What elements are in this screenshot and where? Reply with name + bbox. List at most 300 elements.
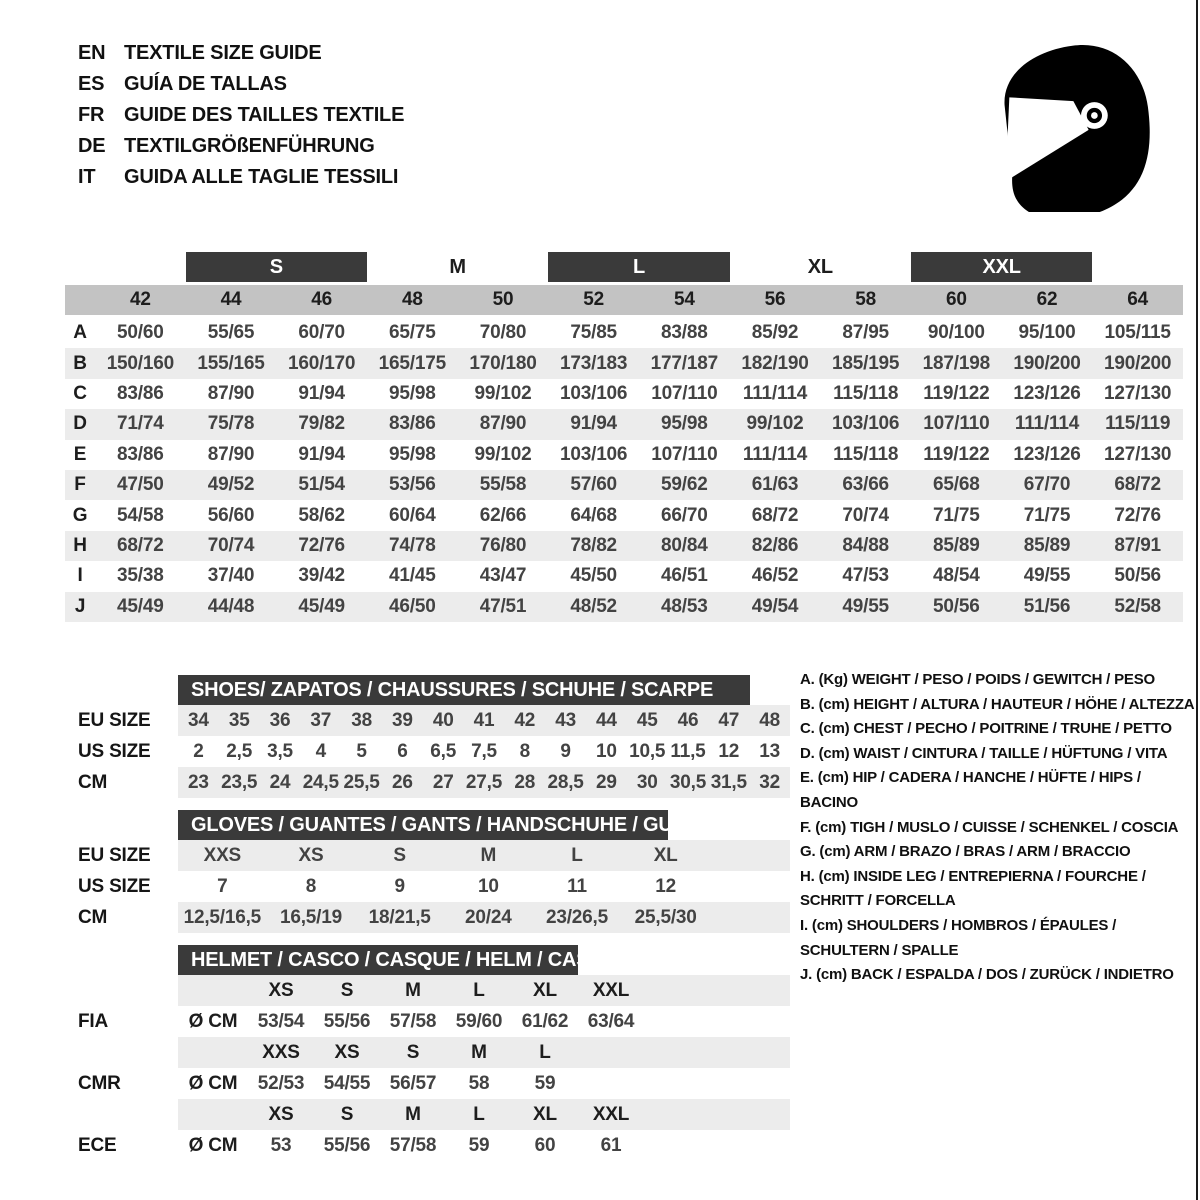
helmet-size-cell: L — [473, 979, 485, 1001]
size-cell: 11 — [567, 875, 587, 897]
textile-cell: 111/114 — [742, 443, 808, 465]
textile-cell: 68/72 — [751, 504, 799, 526]
textile-cell: 70/74 — [207, 534, 255, 556]
helmet-value-cell: 53/54 — [257, 1010, 305, 1032]
size-cell: 20/24 — [465, 906, 512, 928]
textile-cell: 127/130 — [1104, 443, 1172, 465]
textile-cell: 99/102 — [474, 443, 532, 465]
textile-cell: 83/88 — [661, 322, 708, 344]
row-label: J — [74, 595, 86, 617]
textile-cell: 83/86 — [389, 413, 436, 435]
textile-cell: 91/94 — [298, 382, 345, 404]
textile-cell: 103/106 — [560, 382, 628, 404]
value-strip — [178, 1037, 790, 1068]
size-cell: 10,5 — [629, 740, 666, 762]
helmet-value-cell: 61/62 — [521, 1010, 569, 1032]
helmet-value-cell: 59/60 — [455, 1010, 503, 1032]
size-cell: 7,5 — [471, 740, 497, 762]
row-label: I — [77, 565, 83, 587]
helmet-value-row — [60, 1130, 800, 1161]
helmet-value-cell: 60 — [534, 1134, 556, 1156]
textile-cell: 59/62 — [661, 474, 708, 496]
textile-cell: 45/50 — [570, 565, 617, 587]
row-label: B — [73, 352, 87, 374]
size-cell: 47 — [718, 709, 740, 731]
helmet-size-cell: XXL — [592, 979, 630, 1001]
size-cell: 5 — [356, 740, 367, 762]
textile-cell: 80/84 — [661, 534, 708, 556]
textile-cell: 50/56 — [1114, 565, 1161, 587]
helmet-value-cell: 55/56 — [323, 1010, 371, 1032]
textile-cell: 83/86 — [117, 382, 164, 404]
size-group-xl: XL — [807, 255, 833, 278]
gloves-rows — [60, 840, 800, 933]
textile-cell: 71/75 — [933, 504, 980, 526]
row-label: E — [73, 443, 87, 465]
size-cell: 36 — [269, 709, 291, 731]
shoes-row — [60, 705, 800, 736]
textile-cell: 76/80 — [479, 534, 527, 556]
value-strip — [178, 902, 790, 933]
helmet-value-cell: 57/58 — [389, 1134, 437, 1156]
legend-item: F. (cm) TIGH / MUSLO / CUISSE / SCHENKEL / COSCIA — [800, 818, 1179, 836]
standard-label-fia: FIA — [78, 1010, 109, 1032]
size-column-header: 46 — [311, 289, 333, 310]
language-row — [78, 162, 404, 193]
helmet-size-cell: M — [405, 1103, 421, 1125]
textile-cell: 39/42 — [298, 565, 345, 587]
textile-cell: 111/114 — [1014, 413, 1080, 435]
size-cell: 27 — [432, 771, 454, 793]
textile-cell: 87/91 — [1114, 534, 1161, 556]
textile-cell: 165/175 — [378, 352, 446, 374]
textile-cell: 47/51 — [479, 595, 527, 617]
size-cell: 37 — [310, 709, 332, 731]
size-cell: 4 — [315, 740, 326, 762]
textile-cell: 95/98 — [389, 382, 436, 404]
textile-cell: 43/47 — [479, 565, 527, 587]
helmet-value-cell: 63/64 — [587, 1010, 635, 1032]
size-column-header: 48 — [401, 289, 423, 310]
language-list — [78, 38, 404, 193]
textile-cell: 48/52 — [570, 595, 617, 617]
helmet-size-cell: XS — [334, 1041, 360, 1063]
size-cell: 45 — [636, 709, 658, 731]
shoes-section — [60, 675, 800, 798]
row-label: US SIZE — [78, 740, 151, 762]
textile-cell: 61/63 — [751, 474, 799, 496]
textile-cell: 49/54 — [751, 595, 799, 617]
textile-cell: 115/119 — [1105, 413, 1171, 435]
size-cell: 25,5 — [343, 771, 380, 793]
size-cell: 7 — [217, 875, 228, 897]
textile-row-a — [65, 318, 1183, 348]
size-cell: 2,5 — [226, 740, 253, 762]
textile-cell: 99/102 — [746, 413, 804, 435]
textile-cell: 49/52 — [207, 474, 255, 496]
size-cell: 10 — [477, 875, 499, 897]
size-cell: 46 — [677, 709, 699, 731]
textile-cell: 123/126 — [1013, 382, 1081, 404]
language-code: ES — [78, 73, 105, 95]
textile-row-b — [65, 348, 1183, 378]
helmet-size-row — [60, 975, 800, 1006]
textile-cell: 173/183 — [560, 352, 628, 374]
textile-cell: 46/50 — [389, 595, 436, 617]
row-label — [60, 1099, 178, 1130]
helmet-value-cell: 55/56 — [323, 1134, 371, 1156]
helmet-value-cell: 58 — [468, 1072, 490, 1094]
size-cell: 8 — [519, 740, 530, 762]
size-cell: 23,5 — [221, 771, 258, 793]
textile-cell: 51/56 — [1023, 595, 1071, 617]
textile-row-c — [65, 379, 1183, 409]
textile-cell: 71/75 — [1023, 504, 1071, 526]
value-grid — [178, 1130, 790, 1161]
textile-cell: 187/198 — [922, 352, 990, 374]
size-column-header: 50 — [492, 289, 514, 310]
size-column-header: 64 — [1127, 289, 1149, 310]
value-grid — [178, 1037, 790, 1068]
textile-cell: 60/70 — [298, 322, 345, 344]
textile-cell: 65/68 — [933, 474, 980, 496]
helmet-section — [60, 945, 800, 1161]
textile-cell: 150/160 — [106, 352, 174, 374]
size-cell: 38 — [351, 709, 372, 731]
helmet-size-cell: L — [539, 1041, 551, 1063]
textile-cell: 107/110 — [923, 413, 990, 435]
size-group-s: S — [186, 252, 367, 282]
helmet-size-cell: S — [406, 1041, 420, 1063]
gloves-title-bar: GLOVES / GUANTES / GANTS / HANDSCHUHE / GUANTI — [178, 810, 668, 840]
textile-cell: 75/78 — [207, 413, 255, 435]
size-cell: 3,5 — [267, 740, 293, 762]
shoes-row — [60, 736, 800, 767]
helmet-value-row — [60, 1068, 800, 1099]
helmet-size-cell: XS — [268, 979, 294, 1001]
helmet-size-cell: XXL — [592, 1103, 630, 1125]
textile-cell: 90/100 — [927, 322, 985, 344]
textile-cell: 56/60 — [207, 504, 255, 526]
textile-row-h — [65, 531, 1183, 561]
language-code: FR — [78, 104, 105, 126]
size-cell: 16,5/19 — [279, 906, 342, 928]
size-cell: 42 — [514, 709, 536, 731]
textile-cell: 107/110 — [651, 443, 718, 465]
helmet-value-cell: 59 — [468, 1134, 490, 1156]
size-cell: 32 — [759, 771, 780, 793]
textile-cell: 87/90 — [479, 413, 527, 435]
size-group-l: L — [548, 252, 729, 282]
row-label: A — [73, 322, 87, 344]
size-cell: 35 — [228, 709, 250, 731]
textile-cell: 47/53 — [842, 565, 889, 587]
size-cell: 30 — [636, 771, 658, 793]
size-cell: 8 — [305, 875, 317, 897]
language-row — [78, 38, 404, 69]
textile-cell: 48/54 — [933, 565, 980, 587]
textile-cell: 91/94 — [298, 443, 345, 465]
helmet-size-cell: S — [340, 1103, 354, 1125]
value-strip — [178, 1006, 790, 1037]
textile-cell: 68/72 — [1114, 474, 1161, 496]
standard-label-cmr: CMR — [78, 1072, 121, 1094]
textile-cell: 177/187 — [650, 352, 718, 374]
helmet-value-cell: 54/55 — [323, 1072, 371, 1094]
size-cell: 44 — [596, 709, 617, 731]
language-title: TEXTILE SIZE GUIDE — [124, 42, 322, 64]
textile-cell: 49/55 — [842, 595, 889, 617]
textile-cell: 111/114 — [742, 382, 808, 404]
measurement-legend — [800, 668, 1198, 988]
textile-cell: 190/200 — [1013, 352, 1081, 374]
helmet-size-row — [60, 1099, 800, 1130]
textile-cell: 123/126 — [1013, 443, 1081, 465]
textile-cell: 55/58 — [479, 474, 527, 496]
textile-cell: 87/90 — [207, 382, 255, 404]
size-cell: 25,5/30 — [634, 906, 697, 928]
textile-cell: 105/115 — [1104, 322, 1171, 344]
shoes-row — [60, 767, 800, 798]
legend-item: H. (cm) INSIDE LEG / ENTREPIERNA / FOURCHE / SCHRITT / FORCELLA — [800, 867, 1146, 910]
unit-cell: Ø CM — [188, 1072, 238, 1094]
shoes-rows — [60, 705, 800, 798]
textile-row-d — [65, 409, 1183, 439]
textile-cell: 54/58 — [117, 504, 164, 526]
textile-row-f — [65, 470, 1183, 500]
language-title: GUIDA ALLE TAGLIE TESSILI — [124, 166, 399, 188]
size-cell: 9 — [560, 740, 571, 762]
textile-cell: 60/64 — [389, 504, 436, 526]
language-row — [78, 100, 404, 131]
legend-item: G. (cm) ARM / BRAZO / BRAS / ARM / BRACCIO — [800, 843, 1131, 861]
size-cell: XL — [653, 844, 678, 866]
value-grid — [178, 705, 790, 736]
textile-cell: 64/68 — [570, 504, 617, 526]
textile-cell: 170/180 — [469, 352, 537, 374]
textile-cell: 79/82 — [298, 413, 345, 435]
legend-item: E. (cm) HIP / CADERA / HANCHE / HÜFTE / HIPS / BACINO — [800, 769, 1141, 811]
language-title: GUÍA DE TALLAS — [124, 73, 287, 95]
value-strip — [178, 840, 790, 871]
textile-cell: 103/106 — [832, 413, 900, 435]
gloves-row — [60, 871, 800, 902]
helmet-size-cell: L — [473, 1103, 485, 1125]
size-cell: 9 — [394, 875, 405, 897]
size-cell: 30,5 — [669, 771, 707, 793]
size-cell: 27,5 — [465, 771, 503, 793]
legend-item: D. (cm) WAIST / CINTURA / TAILLE / HÜFTUNG / VITA — [800, 744, 1168, 762]
language-code: DE — [78, 135, 106, 157]
textile-cell: 85/89 — [933, 534, 980, 556]
value-grid — [178, 736, 790, 767]
textile-cell: 87/90 — [207, 443, 255, 465]
size-cell: 12 — [655, 875, 677, 897]
textile-cell: 67/70 — [1023, 474, 1071, 496]
size-column-header: 42 — [129, 289, 151, 310]
row-label: G — [72, 504, 88, 526]
textile-cell: 41/45 — [389, 565, 436, 587]
textile-row-j — [65, 592, 1183, 622]
helmet-size-cell: XL — [533, 979, 557, 1001]
row-label: CM — [78, 906, 108, 928]
helmet-size-cell: M — [405, 979, 421, 1001]
unit-cell: Ø CM — [188, 1134, 238, 1156]
size-cell: 24 — [269, 771, 291, 793]
helmet-size-cell: XXS — [262, 1041, 300, 1063]
legend-item: A. (Kg) WEIGHT / PESO / POIDS / GEWITCH / PESO — [800, 671, 1155, 688]
size-cell: 2 — [193, 740, 204, 762]
textile-cell: 44/48 — [207, 595, 255, 617]
textile-cell: 46/52 — [751, 565, 799, 587]
language-code: IT — [78, 166, 96, 188]
textile-cell: 91/94 — [570, 413, 617, 435]
size-cell: M — [480, 844, 497, 866]
unit-cell: Ø CM — [188, 1010, 238, 1032]
textile-cell: 58/62 — [298, 504, 345, 526]
textile-cell: 99/102 — [474, 382, 532, 404]
row-label: EU SIZE — [78, 844, 151, 866]
gloves-section — [60, 810, 800, 933]
size-cell: 12 — [718, 740, 740, 762]
helmet-size-cell: XS — [268, 1103, 294, 1125]
textile-cell: 190/200 — [1104, 352, 1172, 374]
textile-cell: 182/190 — [741, 352, 809, 374]
textile-cell: 70/74 — [842, 504, 889, 526]
helmet-value-cell: 59 — [534, 1072, 556, 1094]
size-group-m: M — [449, 255, 466, 278]
textile-row-i — [65, 561, 1183, 591]
textile-cell: 83/86 — [117, 443, 164, 465]
helmet-size-cell: XL — [533, 1103, 557, 1125]
value-grid — [178, 1006, 790, 1037]
language-title: TEXTILGRÖßENFÜHRUNG — [124, 135, 375, 157]
size-column-header: 54 — [673, 289, 695, 310]
row-label: H — [73, 534, 87, 556]
row-label — [60, 975, 178, 1006]
value-grid — [178, 767, 790, 798]
size-cell: 29 — [596, 771, 617, 793]
textile-cell: 63/66 — [842, 474, 889, 496]
size-cell: 10 — [596, 740, 617, 762]
textile-cell: 78/82 — [570, 534, 617, 556]
row-label: D — [73, 413, 87, 435]
helmet-value-cell: 53 — [270, 1134, 292, 1156]
textile-cell: 119/122 — [923, 382, 990, 404]
row-label — [60, 1037, 178, 1068]
size-cell: S — [393, 844, 406, 866]
textile-cell: 87/95 — [842, 322, 889, 344]
size-cell: 48 — [759, 709, 780, 731]
textile-cell: 95/100 — [1018, 322, 1076, 344]
legend-item: C. (cm) CHEST / PECHO / POITRINE / TRUHE / PETTO — [800, 720, 1172, 738]
language-code: EN — [78, 42, 106, 64]
row-label: F — [74, 474, 86, 496]
textile-cell: 37/40 — [207, 565, 255, 587]
textile-cell: 62/66 — [479, 504, 527, 526]
row-label: EU SIZE — [78, 709, 151, 731]
textile-cell: 49/55 — [1023, 565, 1071, 587]
legend-item: I. (cm) SHOULDERS / HOMBROS / ÉPAULES / SCHULTERN / SPALLE — [800, 916, 1117, 959]
value-grid — [178, 1068, 790, 1099]
size-cell: 11,5 — [670, 740, 706, 762]
textile-size-table — [65, 252, 1183, 622]
textile-cell: 55/65 — [207, 322, 255, 344]
textile-cell: 84/88 — [842, 534, 889, 556]
helmet-size-cell: S — [340, 979, 354, 1001]
row-label: C — [73, 382, 87, 404]
textile-cell: 72/76 — [298, 534, 345, 556]
textile-cell: 115/118 — [833, 443, 899, 465]
value-strip — [178, 1068, 790, 1099]
textile-cell: 95/98 — [661, 413, 708, 435]
gloves-row — [60, 902, 800, 933]
helmet-value-cell: 57/58 — [389, 1010, 437, 1032]
size-cell: 34 — [188, 709, 209, 731]
textile-cell: 48/53 — [661, 595, 708, 617]
textile-cell: 70/80 — [479, 322, 527, 344]
helmet-size-row — [60, 1037, 800, 1068]
size-cell: L — [571, 844, 583, 866]
textile-cell: 47/50 — [117, 474, 164, 496]
size-cell: 39 — [392, 709, 413, 731]
textile-cell: 71/74 — [117, 413, 164, 435]
textile-cell: 68/72 — [117, 534, 164, 556]
value-strip — [178, 767, 790, 798]
size-cell: 41 — [473, 709, 495, 731]
textile-row-e — [65, 440, 1183, 470]
size-group-row — [65, 252, 1183, 282]
size-cell: 23/26,5 — [545, 906, 608, 928]
textile-row-g — [65, 500, 1183, 530]
textile-cell: 46/51 — [661, 565, 708, 587]
size-cell: 43 — [555, 709, 576, 731]
row-label: CM — [78, 771, 108, 793]
textile-cell: 66/70 — [661, 504, 708, 526]
size-number-row — [65, 285, 1183, 315]
textile-cell: 57/60 — [570, 474, 617, 496]
textile-cell: 160/170 — [288, 352, 356, 374]
textile-cell: 52/58 — [1114, 595, 1161, 617]
size-column-header: 62 — [1036, 289, 1058, 310]
textile-cell: 65/75 — [389, 322, 436, 344]
textile-cell: 51/54 — [298, 474, 345, 496]
size-cell: 24,5 — [302, 771, 339, 793]
textile-cell: 155/165 — [197, 352, 265, 374]
textile-cell: 119/122 — [923, 443, 990, 465]
textile-cell: 127/130 — [1104, 382, 1172, 404]
textile-cell: 107/110 — [651, 382, 718, 404]
value-strip — [178, 1130, 790, 1161]
textile-cell: 45/49 — [298, 595, 345, 617]
value-grid — [178, 902, 710, 933]
size-cell: 28 — [514, 771, 536, 793]
size-column-header: 56 — [764, 289, 786, 310]
size-cell: 12,5/16,5 — [183, 906, 262, 928]
textile-cell: 53/56 — [389, 474, 436, 496]
helmet-value-cell: 52/53 — [257, 1072, 305, 1094]
size-column-header: 58 — [855, 289, 877, 310]
size-column-header: 52 — [583, 289, 605, 310]
right-edge-line — [1196, 0, 1198, 1200]
standard-label-ece: ECE — [78, 1134, 117, 1156]
value-strip — [178, 736, 790, 767]
size-cell: XXS — [203, 844, 242, 866]
language-row — [78, 69, 404, 100]
value-strip — [178, 871, 790, 902]
size-cell: 13 — [759, 740, 780, 762]
helmet-title-bar: HELMET / CASCO / CASQUE / HELM / CASCO — [178, 945, 578, 975]
